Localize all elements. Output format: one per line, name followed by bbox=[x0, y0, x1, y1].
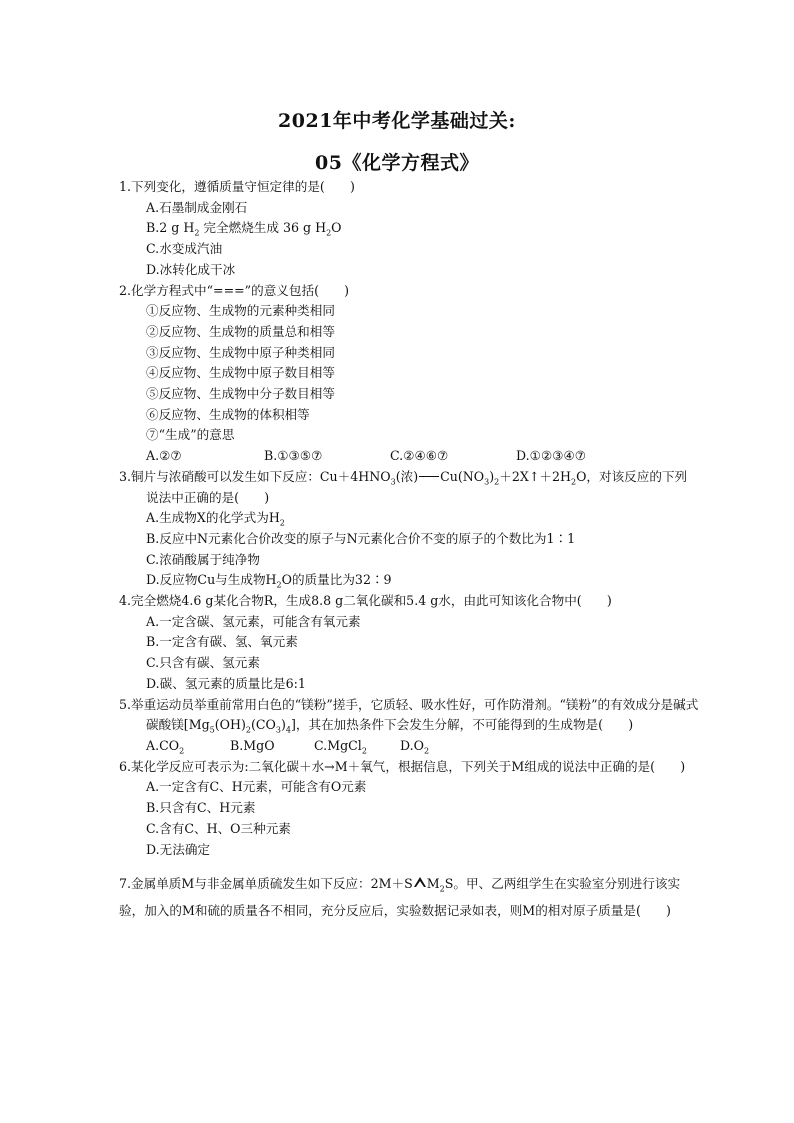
question-2-option-c: C.②④⑥⑦ bbox=[390, 448, 449, 464]
question-4-option-c: C.只含有碳、氢元素 bbox=[146, 655, 260, 671]
question-2-option-a: A.②⑦ bbox=[146, 448, 182, 464]
question-1-option-d: D.冰转化成干冰 bbox=[146, 261, 236, 277]
page-title: 2021年中考化学基础过关: bbox=[278, 110, 516, 132]
question-2-item: ⑥反应物、生成物的体积相等 bbox=[146, 406, 310, 422]
question-6 bbox=[119, 757, 699, 861]
question-2-option-d: D.①②③④⑦ bbox=[516, 448, 587, 464]
question-5-option-a: $A.CO_2$ bbox=[146, 737, 185, 756]
question-3-option-c: C.浓硝酸属于纯净物 bbox=[146, 551, 260, 567]
question-2-item: ⑦“生成”的意思 bbox=[146, 427, 235, 443]
question-1-option-b: B.2 g $H_2$ 完全燃烧生成 36 g $H_2O$ bbox=[146, 220, 342, 238]
question-3-option-d: D.反应物Cu与生成物$H_2O$的质量比为32∶9 bbox=[146, 572, 392, 590]
question-3 bbox=[119, 467, 699, 591]
question-2-stem: 2.化学方程式中“===”的意义包括( ) bbox=[119, 282, 350, 298]
question-3-option-a: A.生成物X的化学式为$H_2$ bbox=[146, 510, 285, 528]
question-1-stem: 1.下列变化，遵循质量守恒定律的是( ) bbox=[119, 179, 355, 194]
question-2-options bbox=[119, 446, 699, 467]
page-subtitle: 05《化学方程式》 bbox=[315, 152, 479, 174]
question-2-item: ②反应物、生成物的质量总和相等 bbox=[146, 323, 335, 339]
question-2-item: ⑤反应物、生成物中分子数目相等 bbox=[146, 386, 335, 402]
question-1-option-a: A.石墨制成金刚石 bbox=[146, 199, 248, 215]
question-5-option-d: $D.O_2$ bbox=[400, 737, 430, 756]
question-4 bbox=[119, 591, 699, 695]
question-1-option-c: C.水变成汽油 bbox=[146, 241, 223, 257]
question-6-option-a: A.一定含有C、H元素，可能含有O元素 bbox=[146, 779, 367, 795]
question-4-option-d: D.碳、氢元素的质量比是6:1 bbox=[146, 675, 306, 691]
question-4-stem: 4.完全燃烧4.6 g某化合物R，生成8.8 g二氧化碳和5.4 g水，由此可知该化合物中( ) bbox=[119, 593, 612, 609]
question-6-option-c: C.含有C、H、O三种元素 bbox=[146, 820, 291, 836]
question-6-stem: 6.某化学反应可表示为:二氧化碳＋水→M＋氧气，根据信息，下列关于M组成的说法中正确的是( ) bbox=[119, 758, 686, 774]
question-5 bbox=[119, 695, 699, 757]
question-1 bbox=[119, 177, 699, 281]
question-list bbox=[119, 177, 699, 924]
equals-sign-line bbox=[419, 476, 439, 477]
heat-triangle-icon bbox=[413, 877, 427, 889]
question-4-option-a: A.一定含碳、氢元素，可能含有氧元素 bbox=[146, 613, 361, 629]
question-2-item: ④反应物、生成物中原子数目相等 bbox=[146, 365, 335, 381]
question-5-option-b: B.MgO bbox=[230, 737, 275, 753]
question-3-stem: 3.铜片与浓硝酸可以发生如下反应：$Cu+4HNO_3$(浓) $Cu(NO_3)_2+2X↑+2H_2O$，对该反应的下列说法中正确的是( ) bbox=[119, 468, 688, 505]
question-2 bbox=[119, 281, 699, 467]
question-2-item: ③反应物、生成物中原子种类相同 bbox=[146, 344, 335, 360]
question-6-option-b: B.只含有C、H元素 bbox=[146, 800, 256, 816]
question-6-option-d: D.无法确定 bbox=[146, 841, 211, 857]
question-4-option-b: B.一定含有碳、氢、氧元素 bbox=[146, 634, 298, 650]
question-5-options bbox=[119, 736, 699, 757]
question-2-item: ①反应物、生成物的元素种类相同 bbox=[146, 303, 335, 319]
question-7-stem: 7.金属单质M与非金属单质硫发生如下反应：2M＋S $M_2S$。甲、乙两组学生在实验室分别进行该实验，加入的M和硫的质量各不相同，充分反应后，实验数据记录如表，则M的相对原子质量是( ) bbox=[119, 876, 681, 919]
question-7 bbox=[119, 870, 699, 924]
question-5-option-c: C.MgCl$_2$ bbox=[314, 737, 367, 756]
question-5-stem: 5.举重运动员举重前常用白色的“镁粉”搓手，它质轻、吸水性好，可作防滑剂。“镁粉”的有效成分是碱式碳酸镁$[Mg_5(OH)_2(CO_3)_4]$，其在加热条件下会发生分解，不可能得到的生成物是( ) bbox=[119, 696, 699, 735]
question-3-option-b: B.反应中N元素化合价改变的原子与N元素化合价不变的原子的个数比为1∶1 bbox=[146, 530, 576, 546]
question-2-option-b: B.①③⑤⑦ bbox=[264, 448, 323, 464]
